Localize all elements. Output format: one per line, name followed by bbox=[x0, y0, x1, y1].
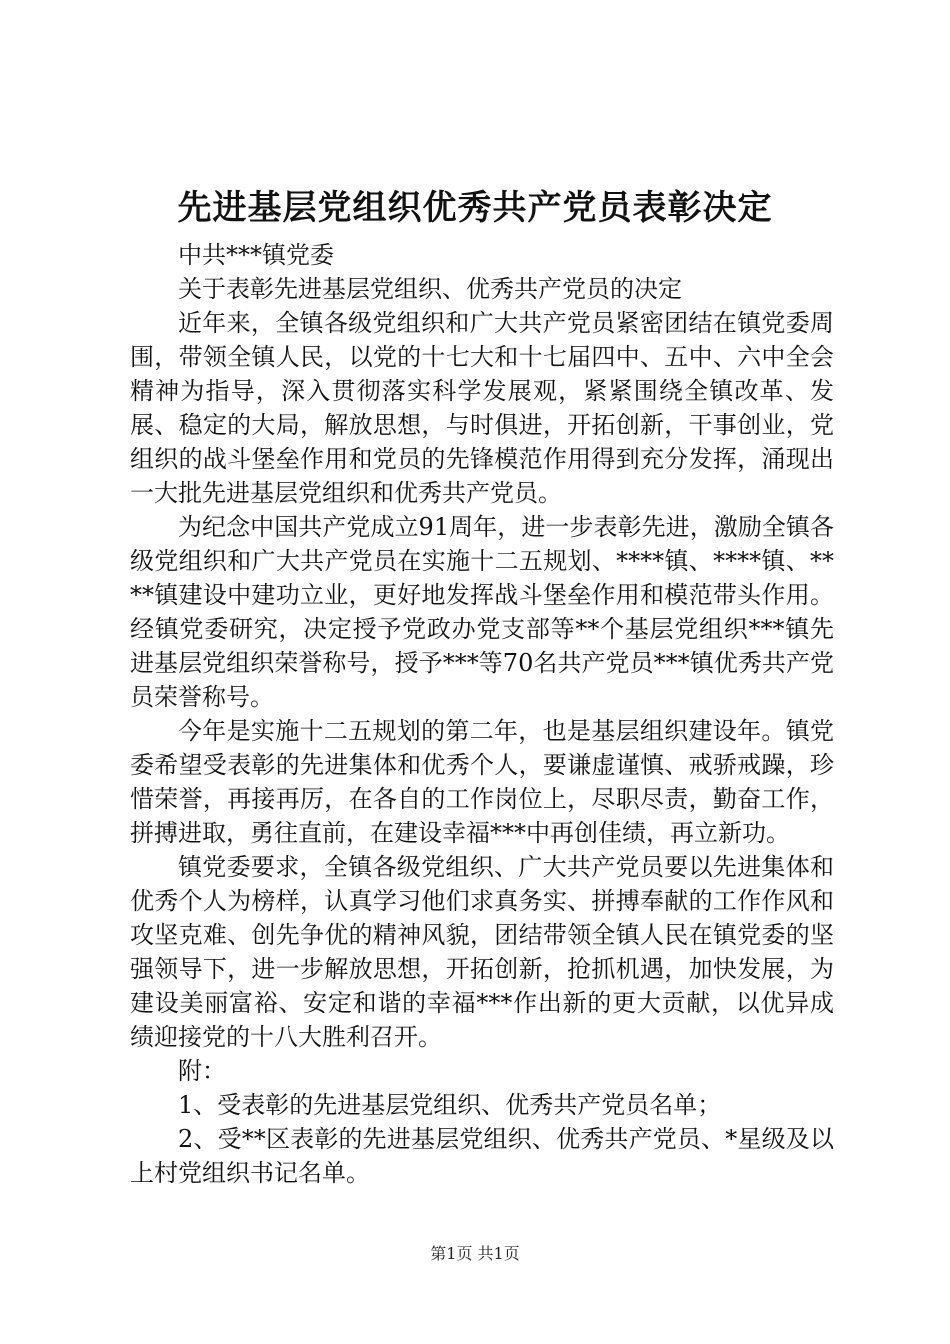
body-paragraph: 今年是实施十二五规划的第二年，也是基层组织建设年。镇党委希望受表彰的先进集体和优秀个人，要谦虚谨慎、戒骄戒躁，珍惜荣誉，再接再厉，在各自的工作岗位上，尽职尽责，勤奋工作，拼搏进取，勇往直前，在建设幸福***中再创佳绩，再立新功。 bbox=[130, 717, 834, 847]
document-title: 先进基层党组织优秀共产党员表彰决定 bbox=[177, 188, 773, 228]
issuer-line: 中共***镇党委 bbox=[178, 241, 334, 269]
attachment-heading: 附： bbox=[178, 1057, 226, 1085]
decision-subtitle: 关于表彰先进基层党组织、优秀共产党员的决定 bbox=[178, 275, 682, 303]
attachment-item: 1、受表彰的先进基层党组织、优秀共产党员名单； bbox=[178, 1091, 722, 1119]
body-paragraph: 近年来，全镇各级党组织和广大共产党员紧密团结在镇党委周围，带领全镇人民，以党的十七大和十七届四中、五中、六中全会精神为指导，深入贯彻落实科学发展观，紧紧围绕全镇改革、发展、稳定的大局，解放思想，与时俱进，开拓创新，干事创业，党组织的战斗堡垒作用和党员的先锋模范作用得到充分发挥，涌现出一大批先进基层党组织和优秀共产党员。 bbox=[130, 309, 834, 507]
document-body bbox=[130, 238, 834, 1190]
page-number: 第1页 共1页 bbox=[430, 1244, 520, 1263]
body-paragraph: 镇党委要求，全镇各级党组织、广大共产党员要以先进集体和优秀个人为榜样，认真学习他们求真务实、拼搏奉献的工作作风和攻坚克难、创先争优的精神风貌，团结带领全镇人民在镇党委的坚强领导下，进一步解放思想，开拓创新，抢抓机遇，加快发展，为建设美丽富裕、安定和谐的幸福***作出新的更大贡献，以优异成绩迎接党的十八大胜利召开。 bbox=[130, 853, 834, 1051]
body-paragraph: 为纪念中国共产党成立91周年，进一步表彰先进，激励全镇各级党组织和广大共产党员在实施十二五规划、****镇、****镇、****镇建设中建功立业，更好地发挥战斗堡垒作用和模范带头作用。经镇党委研究，决定授予党政办党支部等**个基层党组织***镇先进基层党组织荣誉称号，授予***等70名共产党员***镇优秀共产党员荣誉称号。 bbox=[130, 513, 834, 711]
attachment-item: 2、受**区表彰的先进基层党组织、优秀共产党员、*星级及以上村党组织书记名单。 bbox=[130, 1125, 834, 1187]
